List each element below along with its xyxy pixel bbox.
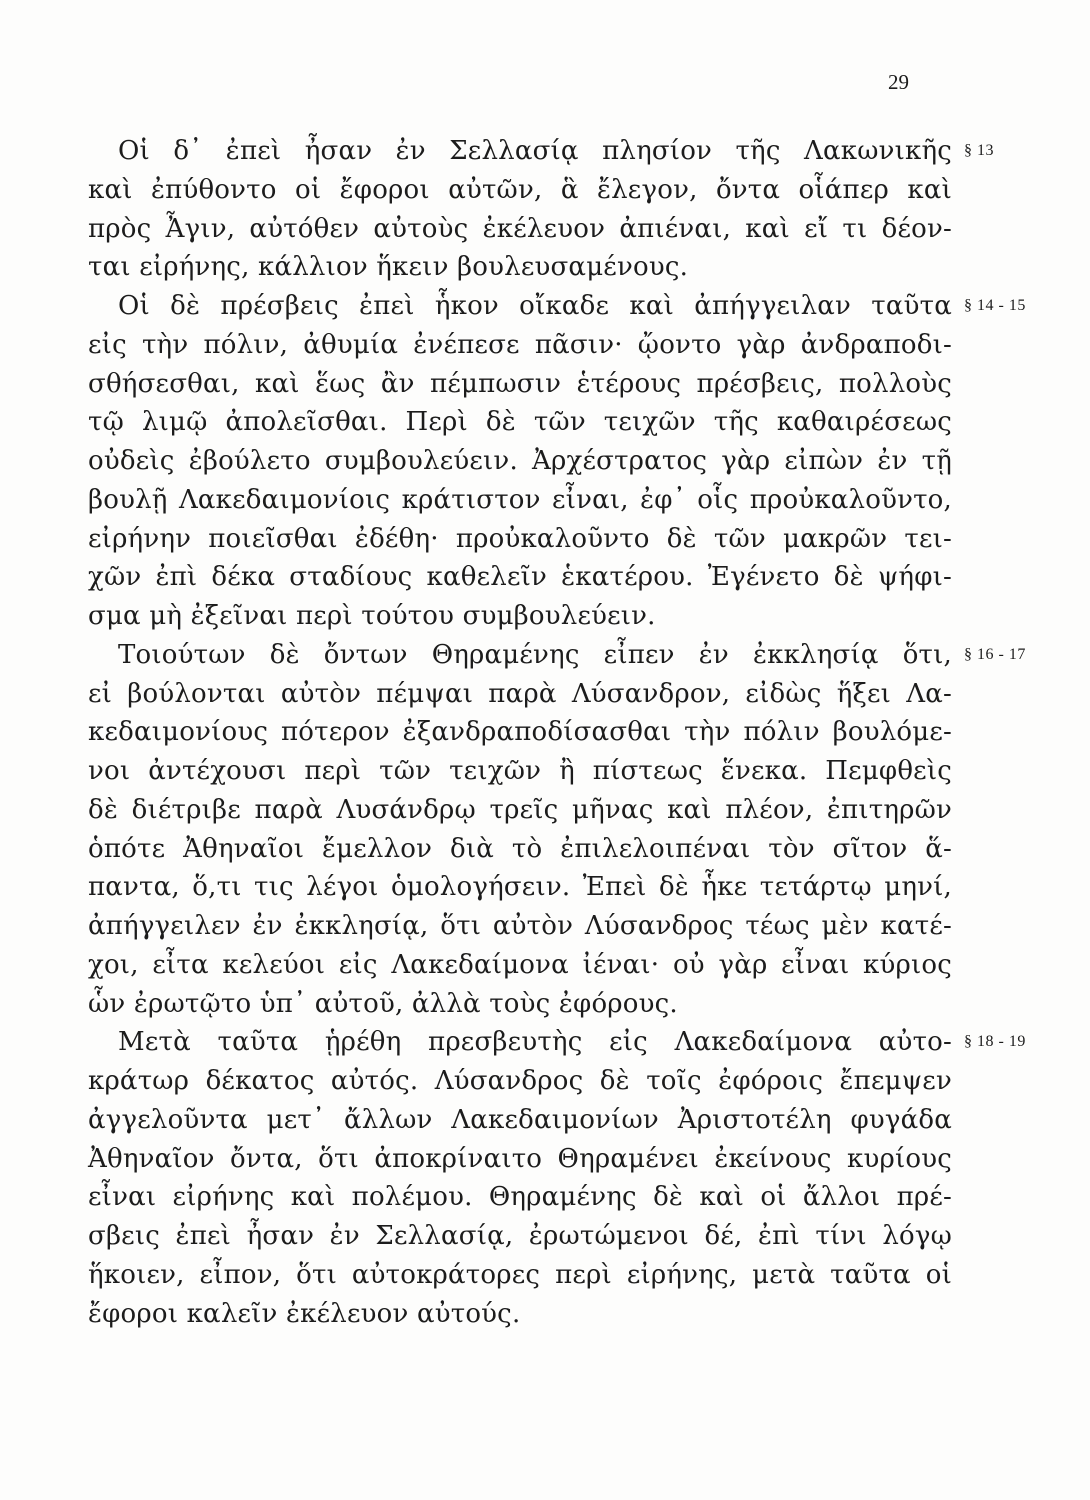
marginal-section-ref: § 16 - 17 [964,645,1026,663]
text-line: Οἱ δὲ πρέσβεις ἐπεὶ ἧκον οἴκαδε καὶ ἀπήγγειλαν ταῦτα § 14 - 15 [88,287,952,326]
text-line: εἰς τὴν πόλιν, ἀθυμία ἐνέπεσε πᾶσιν· ᾤοντο γὰρ ἀνδραποδι- [88,329,952,360]
text-line: χοι, εἶτα κελεύοι εἰς Λακεδαίμονα ἰέναι· οὐ γὰρ εἶναι κύριος [88,949,952,980]
text-line: καὶ ἐπύθοντο οἱ ἔφοροι αὐτῶν, ἃ ἔλεγον, ὄντα οἷάπερ καὶ [88,174,952,205]
text-line: τῷ λιμῷ ἀπολεῖσθαι. Περὶ δὲ τῶν τειχῶν τῆς καθαιρέσεως [88,407,952,438]
text-line: σβεις ἐπεὶ ἦσαν ἐν Σελλασίᾳ, ἐρωτώμενοι δέ, ἐπὶ τίνι λόγῳ [88,1221,952,1251]
text-line: δὲ διέτριβε παρὰ Λυσάνδρῳ τρεῖς μῆνας καὶ πλέον, ἐπιτηρῶν [88,794,952,825]
text-line: ται εἰρήνης, κάλλιον ἥκειν βουλευσαμένους. [88,252,689,283]
marginal-section-ref: § 13 [964,142,994,159]
text-line: νοι ἀντέχουσι περὶ τῶν τειχῶν ἢ πίστεως ἕνεκα. Πεμφθεὶς [88,756,952,786]
text-line: πρὸς Ἆγιν, αὐτόθεν αὐτοὺς ἐκέλευον ἀπιέναι, καὶ εἴ τι δέον- [88,213,952,244]
marginal-section-ref: § 14 - 15 [964,297,1026,314]
text-line: ὧν ἐρωτῷτο ὑπ᾽ αὐτοῦ, ἀλλὰ τοὺς ἐφόρους. [88,988,678,1019]
text-line: Τοιούτων δὲ ὄντων Θηραμένης εἶπεν ἐν ἐκκλησίᾳ ὅτι, § 16 - 17 [88,636,952,675]
text-line: οὐδεὶς ἐβούλετο συμβουλεύειν. Ἀρχέστρατος γὰρ εἰπὼν ἐν τῇ [88,446,952,476]
text-line: σθήσεσθαι, καὶ ἕως ἂν πέμπωσιν ἑτέρους πρέσβεις, πολλοὺς [88,368,952,399]
body-text [88,132,1026,1333]
text-line: Μετὰ ταῦτα ᾑρέθη πρεσβευτὴς εἰς Λακεδαίμονα αὐτο- § 18 - 19 [88,1023,952,1062]
text-line: χῶν ἐπὶ δέκα σταδίους καθελεῖν ἑκατέρου. Ἐγένετο δὲ ψήφι- [88,562,952,593]
text-line: ἔφοροι καλεῖν ἐκέλευον αὐτούς. [88,1298,521,1329]
marginal-section-ref: § 18 - 19 [964,1033,1026,1051]
text-line: ἥκοιεν, εἶπον, ὅτι αὐτοκράτορες περὶ εἰρήνης, μετὰ ταῦτα οἱ [88,1259,952,1290]
text-line: παντα, ὅ,τι τις λέγοι ὁμολογήσειν. Ἐπεὶ δὲ ἧκε τετάρτῳ μηνί, [88,872,952,903]
text-line: κράτωρ δέκατος αὐτός. Λύσανδρος δὲ τοῖς ἐφόροις ἔπεμψεν [88,1066,952,1096]
text-line: κεδαιμονίους πότερον ἐξανδραποδίσασθαι τὴν πόλιν βουλόμε- [88,717,952,748]
text-line: εἶναι εἰρήνης καὶ πολέμου. Θηραμένης δὲ καὶ οἱ ἄλλοι πρέ- [88,1182,952,1213]
text-line: Οἱ δ᾽ ἐπεὶ ἦσαν ἐν Σελλασίᾳ πλησίον τῆς Λακωνικῆς § 13 [88,132,952,171]
text-line: ἀπήγγειλεν ἐν ἐκκλησίᾳ, ὅτι αὐτὸν Λύσανδρος τέως μὲν κατέ- [88,911,952,941]
text-line: εἰρήνην ποιεῖσθαι ἐδέθη· προὐκαλοῦντο δὲ τῶν μακρῶν τει- [88,523,952,554]
text-line: Ἀθηναῖον ὄντα, ὅτι ἀποκρίναιτο Θηραμένει ἐκείνους κυρίους [88,1143,952,1174]
page-number: 29 [888,70,909,94]
text-line: ἀγγελοῦντα μετ᾽ ἄλλων Λακεδαιμονίων Ἀριστοτέλη φυγάδα [88,1104,952,1135]
text-line: εἰ βούλονται αὐτὸν πέμψαι παρὰ Λύσανδρον, εἰδὼς ἥξει Λα- [88,678,952,709]
text-line: βουλῇ Λακεδαιμονίοις κράτιστον εἶναι, ἐφ᾽ οἷς προὐκαλοῦντο, [88,484,952,515]
text-line: σμα μὴ ἐξεῖναι περὶ τούτου συμβουλεύειν. [88,601,656,631]
text-line: ὁπότε Ἀθηναῖοι ἔμελλον διὰ τὸ ἐπιλελοιπέναι τὸν σῖτον ἅ- [88,833,952,864]
